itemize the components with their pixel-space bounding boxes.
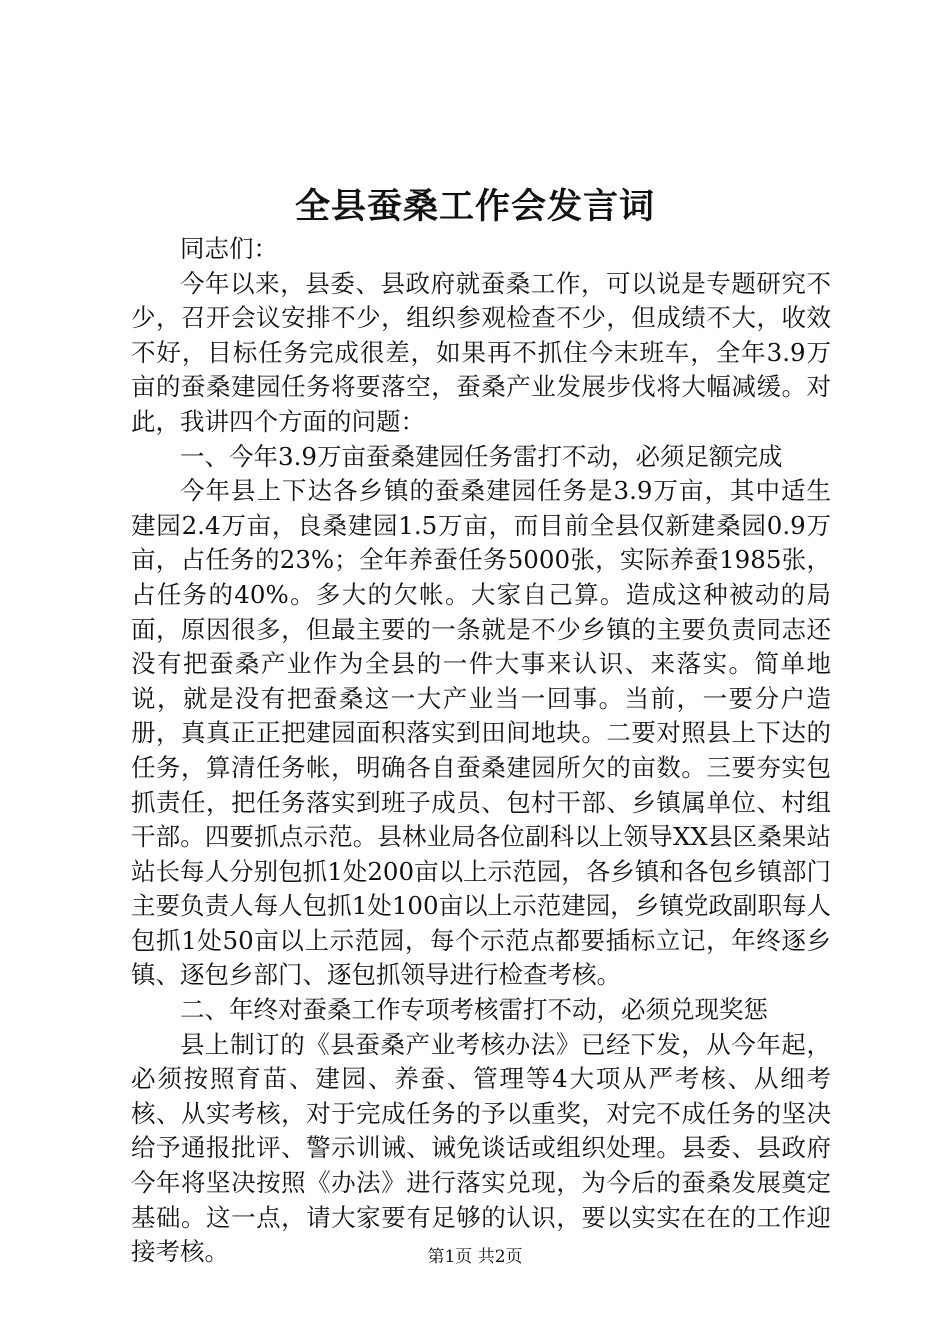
- document-body: [131, 232, 831, 1270]
- paragraph-section-2: 县上制订的《县蚕桑产业考核办法》已经下发，从今年起，必须按照育苗、建园、养蚕、管理等4大项从严考核、从细考核、从实考核，对于完成任务的予以重奖，对完不成任务的坚决给予通报批评、警示训诫、诫免谈话或组织处理。县委、县政府今年将坚决按照《办法》进行落实兑现，为今后的蚕桑发展奠定基础。这一点，请大家要有足够的认识，要以实实在在的工作迎接考核。: [131, 1029, 831, 1267]
- paragraph-intro: 今年以来，县委、县政府就蚕桑工作，可以说是专题研究不少，召开会议安排不少，组织参观检查不少，但成绩不大，收效不好，目标任务完成很差，如果再不抓住今末班车，全年3.9万亩的蚕桑建园任务将要落空，蚕桑产业发展步伐将大幅减缓。对此，我讲四个方面的问题：: [131, 268, 831, 436]
- section-heading-2: 二、年终对蚕桑工作专项考核雷打不动，必须兑现奖惩: [180, 995, 768, 1025]
- page-footer: 第1页 共2页: [427, 1247, 523, 1267]
- page-title: 全县蚕桑工作会发言词: [294, 186, 655, 227]
- salutation: 同志们：: [180, 234, 278, 263]
- section-heading-1: 一、今年3.9万亩蚕桑建园任务雷打不动，必须足额完成: [180, 441, 783, 471]
- paragraph-section-1: 今年县上下达各乡镇的蚕桑建园任务是3.9万亩，其中适生建园2.4万亩，良桑建园1.5万亩，而目前全县仅新建桑园0.9万亩，占任务的23%；全年养蚕任务5000张，实际养蚕1985张，占任务的40%。多大的欠帐。大家自己算。造成这种被动的局面，原因很多，但最主要的一条就是不少乡镇的主要负责同志还没有把蚕桑产业作为全县的一件大事来认识、来落实。简单地说，就是没有把蚕桑这一大产业当一回事。当前，一要分户造册，真真正正把建园面积落实到田间地块。二要对照县上下达的任务，算清任务帐，明确各自蚕桑建园所欠的亩数。三要夯实包抓责任，把任务落实到班子成员、包村干部、乡镇属单位、村组干部。四要抓点示范。县林业局各位副科以上领导XX县区桑果站站长每人分别包抓1处200亩以上示范园，各乡镇和各包乡镇部门主要负责人每人包抓1处100亩以上示范建园，乡镇党政副职每人包抓1处50亩以上示范园，每个示范点都要插标立记，年终逐乡镇、逐包乡部门、逐包抓领导进行检查考核。: [131, 476, 831, 990]
